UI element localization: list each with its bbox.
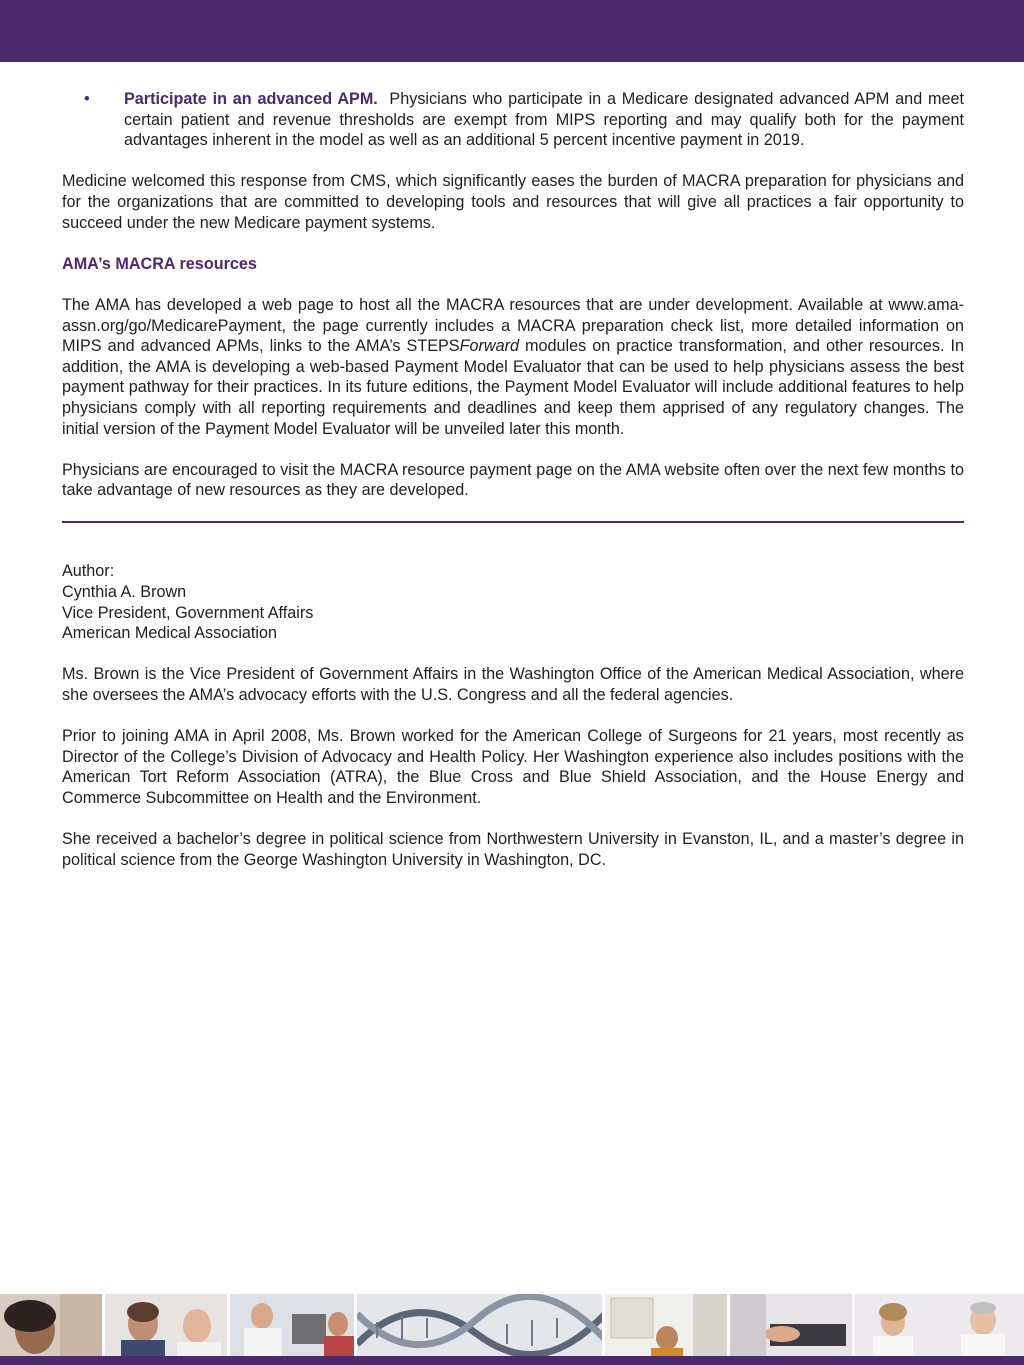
paragraph-cms-response: Medicine welcomed this response from CMS, which significantly eases the burden of MACRA preparation for physicians and for the organizations that are committed to developing tools and resources that will give all practices a fair opportunity to succeed under the new Medicare payment systems. [62,172,964,232]
section-heading: AMA’s MACRA resources [62,254,257,273]
p2-text-end: modules on practice transformation, and other resources. In addition, the AMA is developing a web-based Payment Model Evaluator that can be used to help physicians assess the best payment pathway for their practices. In its future editions, the Payment Model Evaluator will include additional features to help physicians comply with all reporting requirements and deadlines and keep them apprised of any regulatory changes. The initial version of the Payment Model Evaluator will be unveiled later this month. [62,337,964,438]
photo-child-at-window [605,1294,730,1356]
bullet-lead: Participate in an advanced APM. [124,90,378,108]
photo-dna-helix [357,1294,605,1356]
photo-two-people-talking [105,1294,230,1356]
author-bio-experience: Prior to joining AMA in April 2008, Ms. Brown worked for the American College of Surgeons for 21 years, most recently as Director of the College’s Division of Advocacy and Health Policy. Her Washington experience also includes positions with the American Tort Reform Association (ATRA), the Blue Cross and Blue Shield Association, and the House Energy and Commerce Subcommittee on Health and the Environment. [62,727,964,807]
author-name: Cynthia A. Brown [62,583,187,602]
photo-doctors-group-image [855,1294,1024,1356]
author-title: Vice President, Government Affairs [62,603,314,622]
article-body [62,88,964,870]
bottom-banner [0,1356,1024,1365]
photo-two-people-talking-image [105,1294,230,1356]
top-banner [0,0,1024,62]
author-label: Author: [62,562,115,581]
bullet-body: Physicians who participate in a Medicare designated advanced APM and meet certain patient and revenue thresholds are exempt from MIPS reporting and may qualify both for the payment advantages inherent in the model as well as an additional 5 percent incentive payment in 2019. [124,90,964,150]
author-bio-education: She received a bachelor’s degree in political science from Northwestern University in Evanston, IL, and a master’s degree in political science from the George Washington University in Washington, DC. [62,830,964,869]
paragraph-ama-resources [62,295,964,439]
p2-text-start: The AMA has developed a web page to host all the MACRA resources that are under development. Available at www.ama-assn.org/go/MedicarePayment, the page currently includes a MACRA preparation check list, more detailed information on MIPS and advanced APMs, links to the AMA’s STEPS [62,295,964,356]
photo-smiling-woman-image [0,1294,105,1356]
author-organization: American Medical Association [62,624,278,643]
bullet-text [124,89,964,151]
bullet-marker: • [84,90,90,108]
bullet-item [62,89,964,151]
photo-hand-on-laptop [730,1294,855,1356]
photo-smiling-woman [0,1294,105,1356]
photo-doctors-group [855,1294,1024,1356]
photo-child-at-window-image [605,1294,730,1356]
p2-italic-forward: Forward [459,337,519,356]
photo-clinician-with-patient [230,1294,357,1356]
photo-clinician-with-patient-image [230,1294,357,1356]
section-divider [62,521,964,523]
author-bio-current-role: Ms. Brown is the Vice President of Government Affairs in the Washington Office of the American Medical Association, where she oversees the AMA’s advocacy efforts with the U.S. Congress and all the federal agencies. [62,665,964,705]
photo-strip [0,1294,1024,1356]
paragraph-encouragement: Physicians are encouraged to visit the MACRA resource payment page on the AMA website often over the next few months to take advantage of new resources as they are developed. [62,460,964,500]
author-block [62,561,964,643]
photo-hand-on-laptop-image [730,1294,855,1356]
dna-helix-image [357,1294,605,1356]
